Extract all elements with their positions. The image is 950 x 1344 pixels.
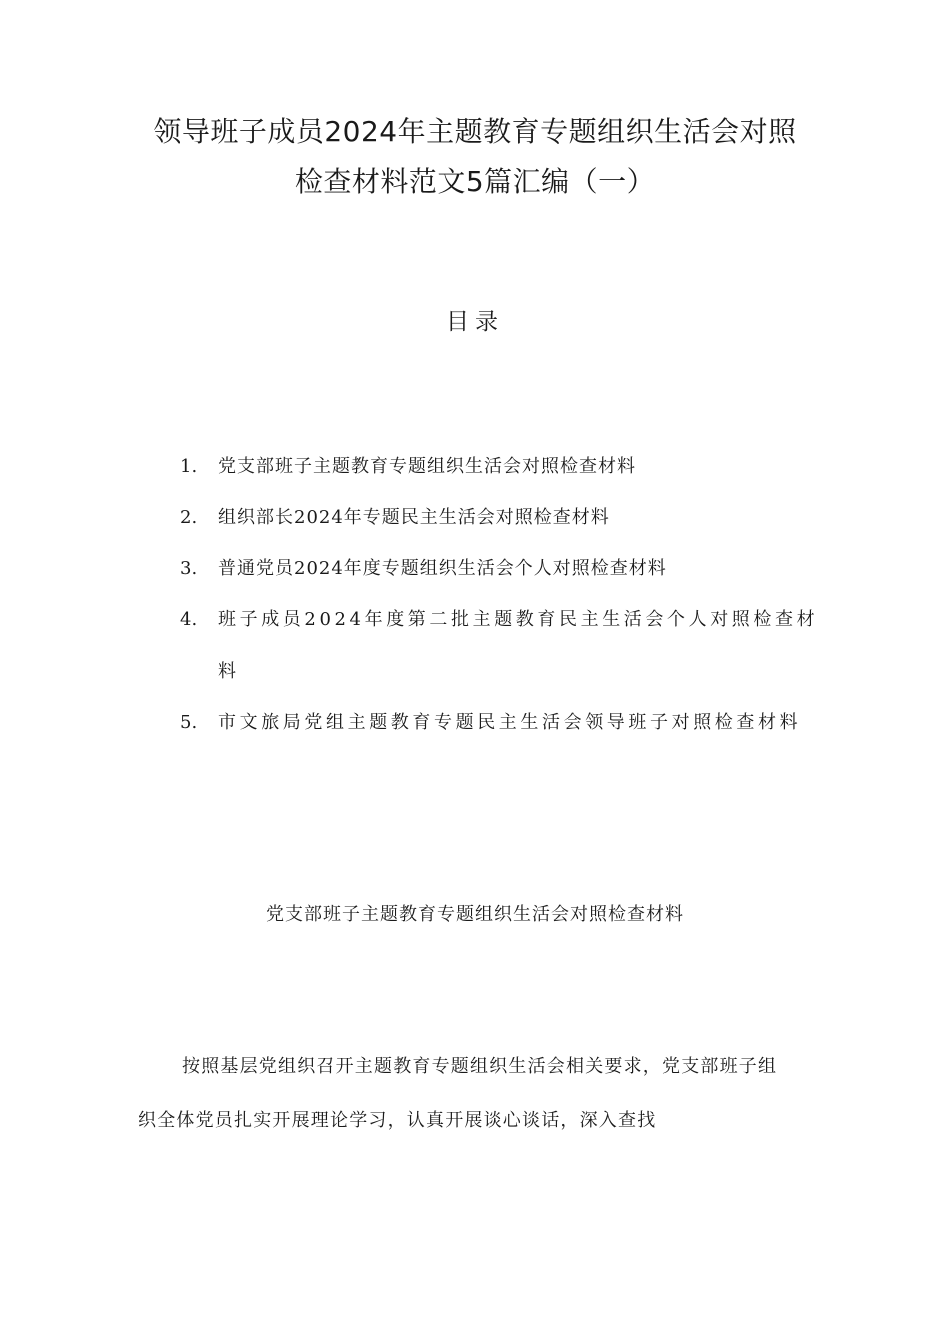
toc-item-4[interactable] <box>180 605 820 709</box>
toc-item-5[interactable] <box>180 708 820 812</box>
toc-item-2[interactable] <box>180 503 820 533</box>
toc-item-text: 班子成员2024年度第二批主题教育民主生活会个人对照检查材料 <box>218 609 819 682</box>
toc-heading: 目录 <box>446 309 504 335</box>
toc-item-text: 市文旅局党组主题教育专题民主生活会领导班子对照检查材料 <box>218 712 802 733</box>
document-title-line-1: 领导班子成员2024年主题教育专题组织生活会对照 <box>153 115 797 148</box>
body-paragraph: 按照基层党组织召开主题教育专题组织生活会相关要求，党支部班子组织全体党员扎实开展理论学习，认真开展谈心谈话，深入查找 <box>138 1056 778 1131</box>
toc-item-text: 普通党员2024年度专题组织生活会个人对照检查材料 <box>218 558 667 579</box>
toc-item-1[interactable] <box>180 452 820 482</box>
toc-item-3[interactable] <box>180 554 820 584</box>
toc-item-text: 组织部长2024年专题民主生活会对照检查材料 <box>218 507 610 528</box>
toc-item-text: 党支部班子主题教育专题组织生活会对照检查材料 <box>218 456 636 477</box>
section-title: 党支部班子主题教育专题组织生活会对照检查材料 <box>266 904 684 925</box>
toc-item-number: 3. <box>180 558 198 579</box>
document-title-line-2: 检查材料范文5篇汇编（一） <box>294 165 656 198</box>
toc-item-number: 4. <box>180 609 198 630</box>
toc-item-number: 2. <box>180 507 198 528</box>
toc-item-number: 1. <box>180 456 198 477</box>
toc-item-number: 5. <box>180 712 198 733</box>
